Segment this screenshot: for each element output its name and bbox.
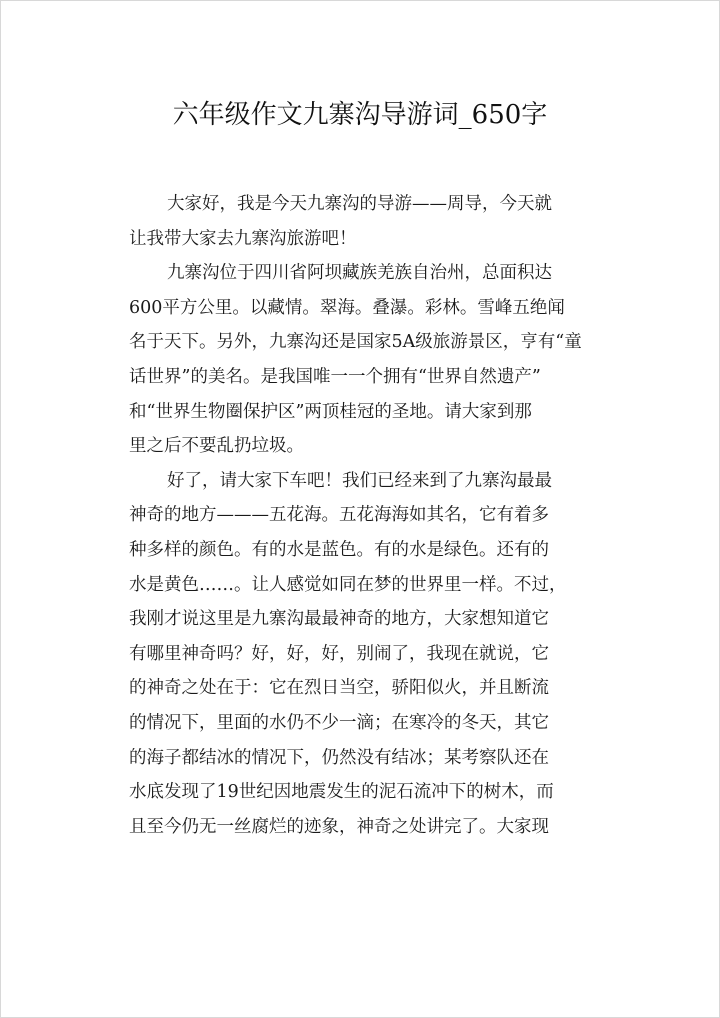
text-line: 我刚才说这里是九寨沟最最神奇的地方，大家想知道它 [129, 609, 549, 630]
document-title: 六年级作文九寨沟导游词_650字 [172, 100, 548, 130]
text-line: 种多样的颜色。有的水是蓝色。有的水是绿色。还有的 [129, 539, 549, 560]
text-line: 大家好，我是今天九寨沟的导游——周导，今天就 [167, 194, 552, 214]
text-line: 名于天下。另外，九寨沟还是国家5A级旅游景区，亨有“童 [129, 332, 582, 353]
text-line: 水是黄色……。让人感觉如同在梦的世界里一样。不过， [129, 574, 567, 595]
text-line: 的情况下，里面的水仍不少一滴；在寒冷的冬天，其它 [129, 712, 549, 733]
text-line: 且至今仍无一丝腐烂的迹象，神奇之处讲完了。大家现 [129, 816, 549, 837]
document-body [129, 187, 605, 844]
text-line: 有哪里神奇吗？好，好，好，别闹了，我现在就说，它 [129, 643, 549, 664]
text-line: 和“世界生物圈保护区”两顶桂冠的圣地。请大家到那 [129, 401, 532, 422]
text-line: 神奇的地方———五花海。五花海海如其名，它有着多 [129, 505, 549, 526]
text-line: 的海子都结冰的情况下，仍然没有结冰；某考察队还在 [129, 747, 549, 768]
text-line: 里之后不要乱扔垃圾。 [129, 436, 304, 457]
text-line: 九寨沟位于四川省阿坝藏族羌族自治州，总面积达 [167, 263, 552, 284]
text-line: 让我带大家去九寨沟旅游吧！ [129, 228, 357, 249]
text-line: 的神奇之处在于：它在烈日当空，骄阳似火，并且断流 [129, 678, 549, 699]
text-line: 水底发现了19世纪因地震发生的泥石流冲下的树木，而 [129, 782, 554, 803]
text-line: 600平方公里。以藏情。翠海。叠瀑。彩林。雪峰五绝闻 [129, 297, 565, 318]
text-line: 好了，请大家下车吧！我们已经来到了九寨沟最最 [167, 470, 552, 491]
text-line: 话世界”的美名。是我国唯一一个拥有“世界自然遗产” [129, 366, 541, 387]
